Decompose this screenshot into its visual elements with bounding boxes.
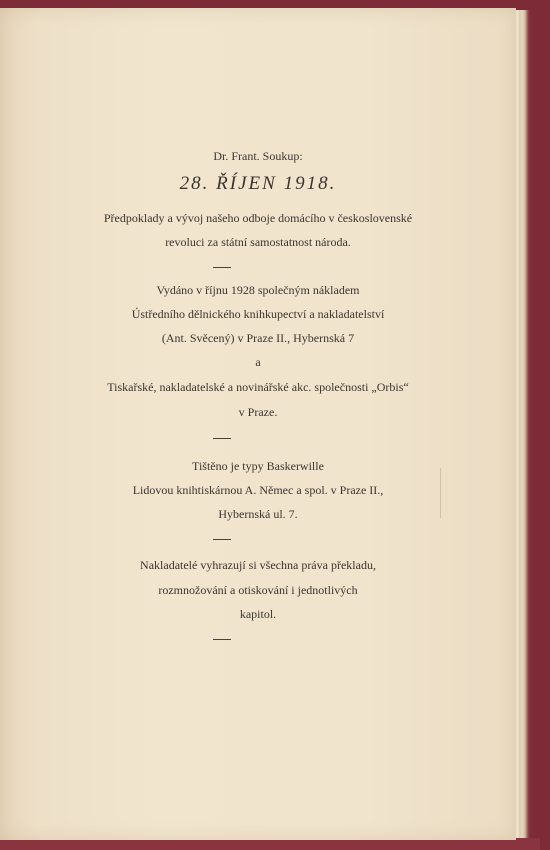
rights-line-1: Nakladatelé vyhrazují si všechna práva překladu,	[140, 558, 376, 572]
publication-line-1: Vydáno v říjnu 1928 společným nákladem	[156, 283, 360, 297]
divider-rule-2	[213, 438, 231, 439]
publication-line-2: Ústředního dělnického knihkupectví a nakladatelství	[131, 307, 385, 321]
divider-rule-3	[213, 539, 231, 540]
printing-line-3: Hybernská ul. 7.	[218, 507, 298, 521]
printing-line-1: Tištěno je typy Baskerwille	[192, 459, 324, 473]
author-line: Dr. Frant. Soukup:	[213, 149, 303, 163]
subtitle-line-1: Předpoklady a vývoj našeho odboje domácího v československé	[103, 211, 413, 225]
title-verso-page	[0, 8, 516, 840]
subtitle-line-2: revoluci za státní samostatnost národa.	[165, 235, 351, 249]
date-title: 28. ŘÍJEN 1918.	[179, 173, 337, 194]
rights-line-2: rozmnožování a otiskování i jednotlivých	[158, 583, 358, 597]
rights-line-3: kapitol.	[239, 607, 277, 621]
publication-line-4: a	[255, 355, 261, 369]
printing-line-2: Lidovou knihtiskárnou A. Němec a spol. v Praze II.,	[132, 483, 384, 497]
publication-line-5: Tiskařské, nakladatelské a novinářské akc. společnosti „Orbis“	[107, 380, 409, 394]
publication-line-3: (Ant. Svěcený) v Praze II., Hybernská 7	[161, 331, 355, 345]
divider-rule-1	[213, 267, 231, 268]
divider-rule-4	[213, 639, 231, 640]
publication-line-6: v Praze.	[238, 405, 278, 419]
